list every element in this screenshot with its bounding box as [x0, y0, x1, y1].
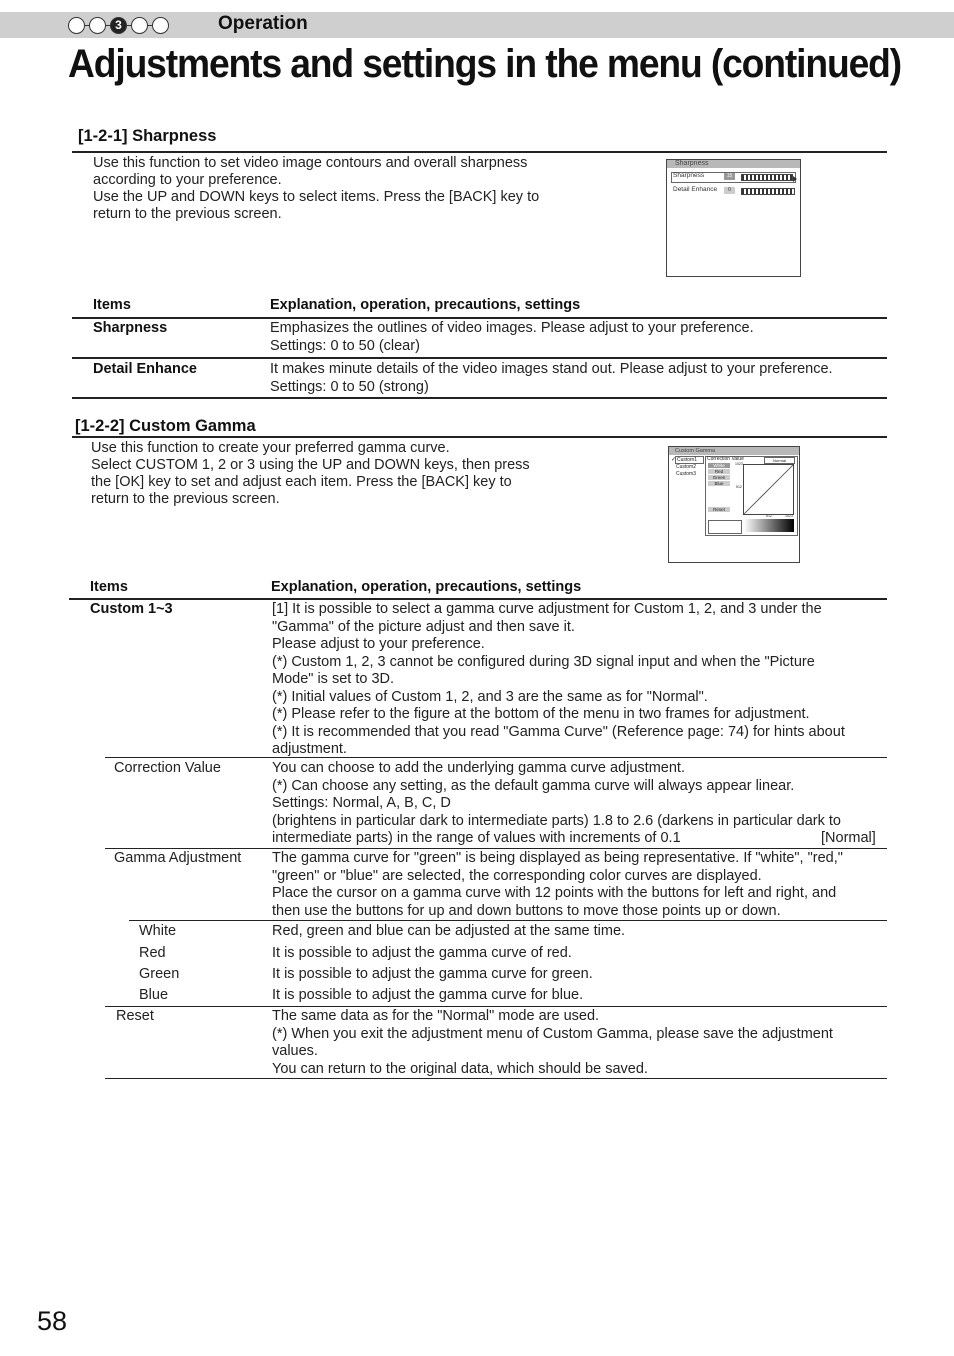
step-circle	[89, 17, 106, 34]
col-items: Items	[93, 297, 131, 313]
menu-title: Sharpness	[667, 160, 800, 168]
table-row-text: Red, green and blue can be adjusted at the same time.	[272, 923, 626, 939]
sharpness-intro: Use this function to set video image contours and overall sharpness according to your preference. Use the UP and DOWN keys to select items. Press the [BACK] key to return to the previous screen.	[93, 155, 540, 222]
table-row-item: Green	[139, 966, 180, 982]
gradient-strip	[744, 519, 794, 532]
gamma-heading: [1-2-2] Custom Gamma	[75, 417, 256, 435]
step-circle-active: 3	[110, 17, 127, 34]
table-row-item: White	[139, 923, 177, 939]
gamma-curve-graph	[743, 464, 794, 515]
table-row-text: It is possible to adjust the gamma curve for green.	[272, 966, 593, 982]
table-row-item: Reset	[116, 1008, 154, 1024]
col-items: Items	[90, 579, 128, 595]
table-row-text: It makes minute details of the video images stand out. Please adjust to your preference. Settings: 0 to 50 (strong)	[270, 361, 833, 395]
table-row-text: [1] It is possible to select a gamma curve adjustment for Custom 1, 2, and 3 under the "Gamma" of the picture adjust and then save it. Please adjust to your preference. (*) Custom 1, 2, 3 cannot be configured during 3D signal input and when the "Picture Mode" is set to 3D. (*) Initial values of Custom 1, 2, and 3 are the same as for "Normal". (*) Please refer to the figure at the bottom of the menu in two frames for adjustment. (*) It is recommended that you read "Gamma Curve" (Reference page: 74) for hints about adjustment.	[272, 601, 845, 757]
step-circle	[68, 17, 85, 34]
table-row-item: Gamma Adjustment	[114, 850, 242, 866]
table-row-item: Blue	[139, 987, 169, 1003]
table-row-item: Sharpness	[93, 320, 168, 336]
table-row-text: Emphasizes the outlines of video images. Please adjust to your preference. Settings: 0 to 50 (clear)	[270, 320, 754, 354]
table-row-text: The same data as for the "Normal" mode are used. (*) When you exit the adjustment menu of Custom Gamma, please save the adjustment values. You can return to the original data, which should be saved.	[272, 1008, 833, 1077]
table-row-item: Correction Value	[114, 760, 221, 776]
table-row-item: Detail Enhance	[93, 361, 197, 377]
sharpness-menu-figure: Sharpness Sharpness 15 Detail Enhance 0	[666, 159, 801, 277]
section-label: Operation	[218, 13, 308, 34]
table-row-text: The gamma curve for "green" is being displayed as being representative. If "white", "red," "green" or "blue" are selected, the corresponding color curves are displayed. Place the cursor on a gamma curve with 12 points with the buttons for left and right, and then use the buttons for up and down buttons to move those points up or down.	[272, 850, 843, 919]
col-explanation: Explanation, operation, precautions, settings	[270, 297, 581, 313]
table-row-text: It is possible to adjust the gamma curve of red.	[272, 945, 572, 961]
divider	[72, 151, 887, 153]
step-circle	[152, 17, 169, 34]
col-explanation: Explanation, operation, precautions, settings	[271, 579, 582, 595]
step-circle	[131, 17, 148, 34]
table-row-text: You can choose to add the underlying gamma curve adjustment. (*) Can choose any setting, as the default gamma curve will always appear linear. Settings: Normal, A, B, C, D (brightens in particular dark to intermediate parts) 1.8 to 2.6 (darkens in particular dark to intermediate parts) in the range of values with increments of 0.1	[272, 760, 841, 846]
gamma-menu-figure: Custom Gamma ✓ Custom1 Custom2 Custom3 Correction Value Normal White Red Green Blue Reset 1023 512 512 1023	[668, 446, 800, 563]
default-value: [Normal]	[821, 830, 876, 846]
table-row-item: Red	[139, 945, 166, 961]
slider-bar	[741, 188, 795, 195]
slider-bar	[741, 174, 793, 181]
page-title: Adjustments and settings in the menu (continued)	[68, 42, 902, 86]
table-row-item: Custom 1~3	[90, 601, 173, 617]
sharpness-heading: [1-2-1] Sharpness	[78, 127, 217, 145]
step-indicator	[68, 14, 169, 36]
page-number: 58	[37, 1306, 68, 1336]
table-row-text: It is possible to adjust the gamma curve for blue.	[272, 987, 584, 1003]
gamma-intro: Use this function to create your preferred gamma curve. Select CUSTOM 1, 2 or 3 using the UP and DOWN keys, then press the [OK] key to set and adjust each item. Press the [BACK] key to return to the previous screen.	[91, 440, 530, 507]
